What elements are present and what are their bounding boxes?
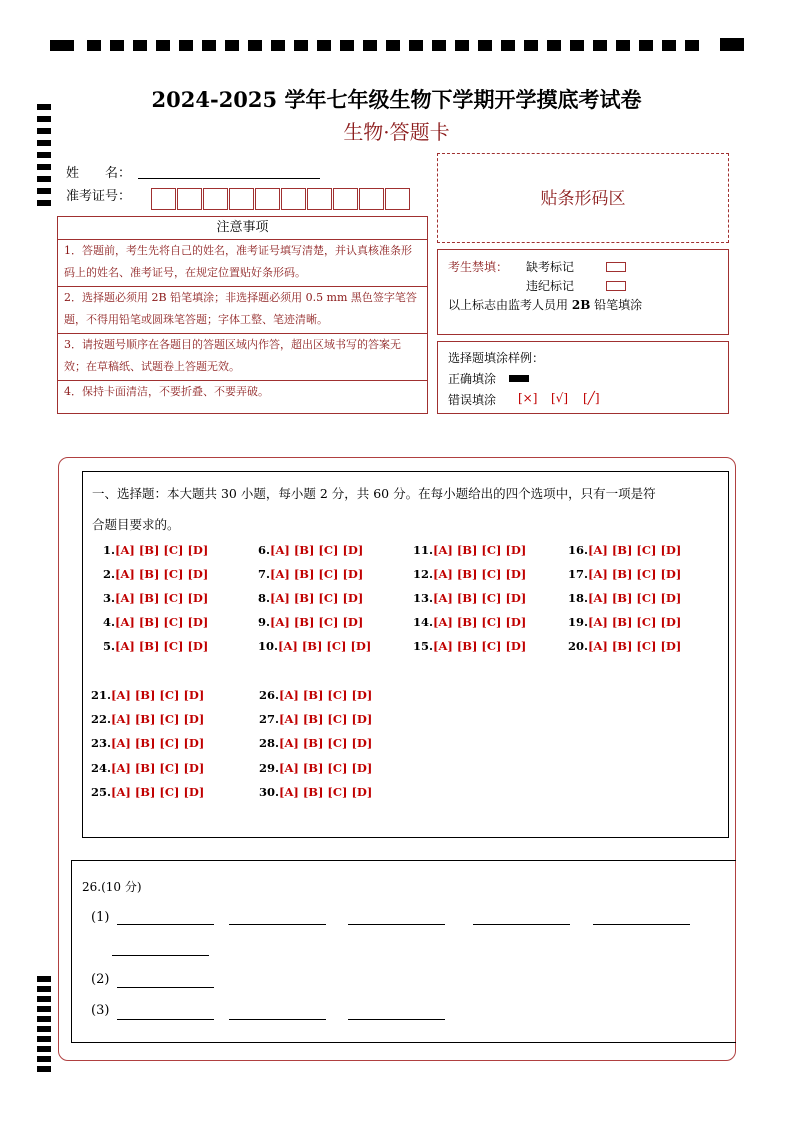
answer-options[interactable]: [A] [B] [C] [D] <box>279 761 373 775</box>
side-timing-mark <box>37 1036 51 1042</box>
q26-label: 26.(10 分) <box>82 880 142 894</box>
timing-mark <box>133 40 147 51</box>
answer-options[interactable]: [A] [B] [C] [D] <box>279 736 373 750</box>
question-number: 16. <box>568 543 589 557</box>
question-number: 3. <box>103 591 116 605</box>
side-timing-mark <box>37 1056 51 1062</box>
answer-line[interactable] <box>117 987 214 988</box>
side-timing-mark <box>37 164 51 170</box>
timing-mark <box>110 40 124 51</box>
barcode-area <box>437 153 729 243</box>
timing-mark <box>156 40 170 51</box>
answer-options[interactable]: [A] [B] [C] [D] <box>111 712 205 726</box>
question-row[interactable] <box>259 712 372 726</box>
notice-box <box>57 216 428 414</box>
timing-mark <box>455 40 469 51</box>
question-row[interactable] <box>413 639 526 653</box>
question-number: 17. <box>568 567 589 581</box>
question-number: 13. <box>413 591 434 605</box>
wrong-mark: [╱] <box>583 391 600 405</box>
answer-options[interactable]: [A] [B] [C] [D] <box>111 761 205 775</box>
timing-mark <box>685 40 699 51</box>
side-timing-mark <box>37 1066 51 1072</box>
correct-fill-label: 正确填涂 <box>448 372 497 386</box>
question-row[interactable] <box>91 761 204 775</box>
question-number: 12. <box>413 567 434 581</box>
section2-box <box>71 860 736 1043</box>
answer-options[interactable]: [A] [B] [C] [D] <box>115 543 209 557</box>
notice-item: 3．请按题号顺序在各题目的答题区域内作答，超出区域书写的答案无效；在草稿纸、试题卷上答题无效。 <box>58 334 427 381</box>
timing-mark <box>386 40 400 51</box>
timing-mark <box>363 40 377 51</box>
side-timing-mark <box>37 176 51 182</box>
violation-label: 违纪标记 <box>526 279 575 293</box>
answer-line[interactable] <box>117 924 214 925</box>
exam-id-label: 准考证号： <box>66 189 132 204</box>
question-number: 18. <box>568 591 589 605</box>
note-suffix: 铅笔填涂 <box>594 298 643 312</box>
forbidden-box <box>437 249 729 335</box>
answer-options[interactable]: [A] [B] [C] [D] <box>588 639 682 653</box>
timing-mark <box>616 40 630 51</box>
timing-mark <box>294 40 308 51</box>
answer-options[interactable]: [A] [B] [C] [D] <box>111 785 205 799</box>
question-row[interactable] <box>103 591 208 605</box>
answer-options[interactable]: [A] [B] [C] [D] <box>588 543 682 557</box>
answer-options[interactable]: [A] [B] [C] [D] <box>588 567 682 581</box>
question-row[interactable] <box>413 591 526 605</box>
exam-id-cell[interactable] <box>151 188 176 210</box>
question-number: 19. <box>568 615 589 629</box>
question-number: 7. <box>258 567 271 581</box>
exam-id-cell[interactable] <box>359 188 384 210</box>
exam-id-cell[interactable] <box>177 188 202 210</box>
answer-options[interactable]: [A] [B] [C] [D] <box>279 785 373 799</box>
answer-line[interactable] <box>348 1019 445 1020</box>
side-timing-mark <box>37 152 51 158</box>
question-row[interactable] <box>258 615 363 629</box>
question-number: 23. <box>91 736 112 750</box>
timing-mark <box>593 40 607 51</box>
question-number: 26. <box>259 688 280 702</box>
question-row[interactable] <box>103 615 208 629</box>
question-row[interactable] <box>413 567 526 581</box>
side-timing-mark <box>37 1016 51 1022</box>
question-row[interactable] <box>103 567 208 581</box>
question-number: 29. <box>259 761 280 775</box>
question-row[interactable] <box>91 688 204 702</box>
answer-options[interactable]: [A] [B] [C] [D] <box>588 615 682 629</box>
exam-id-cell[interactable] <box>333 188 358 210</box>
note-bold: 2B <box>571 298 591 312</box>
answer-line[interactable] <box>117 1019 214 1020</box>
side-timing-mark <box>37 200 51 206</box>
question-number: 11. <box>413 543 434 557</box>
question-number: 8. <box>258 591 271 605</box>
question-number: 24. <box>91 761 112 775</box>
wrong-mark: [√] <box>551 391 569 405</box>
timing-mark <box>570 40 584 51</box>
question-row[interactable] <box>258 567 363 581</box>
question-row[interactable] <box>91 736 204 750</box>
notice-heading: 注意事项 <box>58 217 427 240</box>
question-row[interactable] <box>91 785 204 799</box>
timing-mark <box>409 40 423 51</box>
exam-id-cell[interactable] <box>203 188 228 210</box>
question-number: 9. <box>258 615 271 629</box>
question-number: 22. <box>91 712 112 726</box>
part-3-label: (3) <box>91 1003 110 1018</box>
answer-options[interactable]: [A] [B] [C] [D] <box>278 639 372 653</box>
question-number: 2. <box>103 567 116 581</box>
answer-options[interactable]: [A] [B] [C] [D] <box>433 639 527 653</box>
answer-options[interactable]: [A] [B] [C] [D] <box>279 688 373 702</box>
timing-mark <box>639 40 653 51</box>
notice-item: 2．选择题必须用 2B 铅笔填涂；非选择题必须用 0.5 mm 黑色签字笔答题，不得用铅笔或圆珠笔答题；字体工整、笔迹清晰。 <box>58 287 427 334</box>
forbidden-label: 考生禁填： <box>448 260 509 274</box>
exam-id-cell[interactable] <box>229 188 254 210</box>
barcode-label: 贴条形码区 <box>540 189 626 209</box>
question-number: 15. <box>413 639 434 653</box>
question-row[interactable] <box>91 712 204 726</box>
timing-mark <box>720 38 744 51</box>
question-row[interactable] <box>568 567 681 581</box>
fill-example-title: 选择题填涂样例： <box>448 351 545 365</box>
answer-options[interactable]: [A] [B] [C] [D] <box>433 567 527 581</box>
side-timing-mark <box>37 996 51 1002</box>
wrong-fill-label: 错误填涂 <box>448 393 497 407</box>
question-number: 4. <box>103 615 116 629</box>
timing-mark <box>248 40 262 51</box>
question-row[interactable] <box>103 639 208 653</box>
answer-options[interactable]: [A] [B] [C] [D] <box>111 736 205 750</box>
side-timing-mark <box>37 188 51 194</box>
wrong-mark: [×] <box>518 391 538 405</box>
answer-line[interactable] <box>473 924 570 925</box>
name-label: 姓 名： <box>66 166 132 181</box>
timing-mark <box>179 40 193 51</box>
side-timing-mark <box>37 976 51 982</box>
side-timing-mark <box>37 1046 51 1052</box>
side-timing-mark <box>37 1006 51 1012</box>
timing-mark <box>547 40 561 51</box>
question-row[interactable] <box>259 785 372 799</box>
question-row[interactable] <box>413 543 526 557</box>
question-row[interactable] <box>259 688 372 702</box>
answer-options[interactable]: [A] [B] [C] [D] <box>270 615 364 629</box>
section1-intro: 一、选择题：本大题共 30 小题，每小题 2 分，共 60 分。在每小题给出的四个选项中，只有一项是符 <box>92 486 656 501</box>
answer-options[interactable]: [A] [B] [C] [D] <box>270 543 364 557</box>
notice-item: 4．保持卡面清洁，不要折叠、不要弄破。 <box>64 385 269 398</box>
answer-options[interactable]: [A] [B] [C] [D] <box>115 567 209 581</box>
answer-line[interactable] <box>229 1019 326 1020</box>
question-row[interactable] <box>103 543 208 557</box>
side-timing-mark <box>37 1026 51 1032</box>
card-subtitle: 生物·答题卡 <box>343 120 450 144</box>
answer-line[interactable] <box>348 924 445 925</box>
absent-label: 缺考标记 <box>526 260 575 274</box>
exam-id-cell[interactable] <box>281 188 306 210</box>
timing-mark <box>662 40 676 51</box>
note-prefix: 以上标志由监考人员用 <box>448 298 569 312</box>
fill-example-box <box>437 341 729 414</box>
question-number: 20. <box>568 639 589 653</box>
timing-mark <box>225 40 239 51</box>
question-row[interactable] <box>258 543 363 557</box>
answer-line[interactable] <box>229 924 326 925</box>
exam-id-cell[interactable] <box>255 188 280 210</box>
timing-mark <box>317 40 331 51</box>
question-number: 30. <box>259 785 280 799</box>
absent-mark-box[interactable] <box>606 262 626 272</box>
answer-options[interactable]: [A] [B] [C] [D] <box>270 567 364 581</box>
question-number: 27. <box>259 712 280 726</box>
answer-options[interactable]: [A] [B] [C] [D] <box>588 591 682 605</box>
question-row[interactable] <box>413 615 526 629</box>
question-number: 10. <box>258 639 279 653</box>
violation-mark-box[interactable] <box>606 281 626 291</box>
question-number: 14. <box>413 615 434 629</box>
question-row[interactable] <box>568 615 681 629</box>
timing-mark <box>524 40 538 51</box>
answer-options[interactable]: [A] [B] [C] [D] <box>433 543 527 557</box>
correct-fill-sample <box>509 375 529 382</box>
question-number: 6. <box>258 543 271 557</box>
question-row[interactable] <box>568 639 681 653</box>
answer-options[interactable]: [A] [B] [C] [D] <box>115 639 209 653</box>
timing-mark <box>271 40 285 51</box>
answer-options[interactable]: [A] [B] [C] [D] <box>270 591 364 605</box>
timing-mark <box>202 40 216 51</box>
forbidden-note <box>448 296 642 313</box>
exam-id-cell[interactable] <box>307 188 332 210</box>
question-number: 28. <box>259 736 280 750</box>
timing-mark <box>340 40 354 51</box>
question-row[interactable] <box>568 543 681 557</box>
notice-item: 1．答题前，考生先将自己的姓名，准考证号填写清楚，并认真核准条形码上的姓名、准考证号，在规定位置贴好条形码。 <box>58 240 427 287</box>
part-2-label: (2) <box>91 972 110 987</box>
timing-mark <box>432 40 446 51</box>
exam-title: 2024-2025 学年七年级生物下学期开学摸底考试卷 <box>151 87 642 112</box>
name-field[interactable] <box>138 178 320 179</box>
answer-options[interactable]: [A] [B] [C] [D] <box>115 615 209 629</box>
question-row[interactable] <box>259 736 372 750</box>
answer-line[interactable] <box>112 955 209 956</box>
question-number: 1. <box>103 543 116 557</box>
section1-box <box>82 471 729 838</box>
question-number: 21. <box>91 688 112 702</box>
question-number: 5. <box>103 639 116 653</box>
side-timing-mark <box>37 986 51 992</box>
section1-intro-2: 合题目要求的。 <box>92 517 180 532</box>
answer-options[interactable]: [A] [B] [C] [D] <box>111 688 205 702</box>
question-number: 25. <box>91 785 112 799</box>
question-row[interactable] <box>568 591 681 605</box>
question-row[interactable] <box>258 639 371 653</box>
answer-options[interactable]: [A] [B] [C] [D] <box>115 591 209 605</box>
answer-options[interactable]: [A] [B] [C] [D] <box>433 615 527 629</box>
answer-line[interactable] <box>593 924 690 925</box>
timing-mark <box>501 40 515 51</box>
exam-id-cell[interactable] <box>385 188 410 210</box>
answer-options[interactable]: [A] [B] [C] [D] <box>433 591 527 605</box>
timing-mark <box>478 40 492 51</box>
answer-options[interactable]: [A] [B] [C] [D] <box>279 712 373 726</box>
question-row[interactable] <box>259 761 372 775</box>
question-row[interactable] <box>258 591 363 605</box>
timing-mark <box>50 40 74 51</box>
part-1-label: (1) <box>91 910 110 925</box>
timing-mark <box>87 40 101 51</box>
